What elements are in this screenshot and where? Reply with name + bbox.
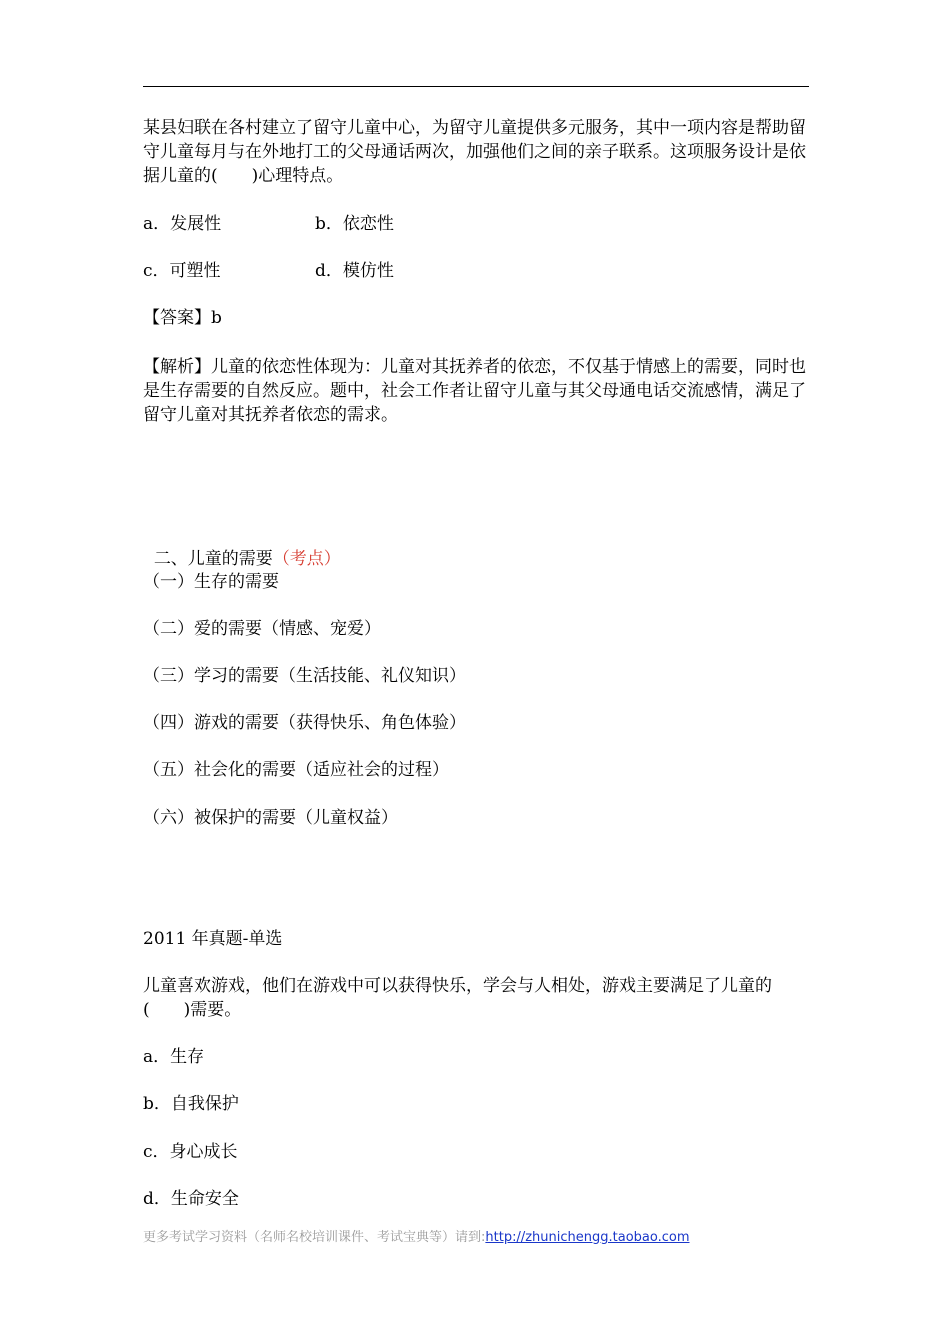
question-2-option-b: b．自我保护: [143, 1094, 239, 1114]
section-item: （一）生存的需要: [143, 572, 279, 592]
question-1-option-a: a．发展性: [143, 214, 222, 234]
question-1-option-c: c．可塑性: [143, 261, 221, 281]
question-1-option-b: b．依恋性: [315, 214, 394, 234]
question-2-option-a: a．生存: [143, 1047, 205, 1067]
section-item: （三）学习的需要（生活技能、礼仪知识）: [143, 666, 466, 686]
section-item: （二）爱的需要（情感、宠爱）: [143, 619, 381, 639]
question-2-header: 2011 年真题-单选: [143, 929, 283, 949]
question-1-stem: 某县妇联在各村建立了留守儿童中心，为留守儿童提供多元服务，其中一项内容是帮助留守儿童每月与在外地打工的父母通话两次，加强他们之间的亲子联系。这项服务设计是依据儿童的( )心理特点。: [143, 118, 806, 186]
footer-note: [143, 1226, 690, 1245]
section-tag: （考点）: [272, 549, 341, 569]
section-item: （四）游戏的需要（获得快乐、角色体验）: [143, 713, 466, 733]
section-item: （六）被保护的需要（儿童权益）: [143, 808, 398, 828]
footer-link[interactable]: http://zhunichengg.taobao.com: [485, 1230, 690, 1245]
question-2-option-d: d．生命安全: [143, 1189, 239, 1209]
header-rule: [143, 86, 809, 87]
question-1-analysis: 【解析】儿童的依恋性体现为：儿童对其抚养者的依恋，不仅基于情感上的需要，同时也是生存需要的自然反应。题中，社会工作者让留守儿童与其父母通电话交流感情，满足了留守儿童对其抚养者依恋的需求。: [143, 357, 806, 425]
question-1-answer: 【答案】b: [143, 308, 222, 328]
section-heading: [143, 523, 341, 571]
question-2-stem: 儿童喜欢游戏，他们在游戏中可以获得快乐，学会与人相处，游戏主要满足了儿童的( )需要。: [143, 976, 772, 1020]
question-2-option-c: c．身心成长: [143, 1142, 238, 1162]
section-title: 二、儿童的需要: [153, 549, 273, 569]
question-1-option-d: d．模仿性: [315, 261, 394, 281]
section-item: （五）社会化的需要（适应社会的过程）: [143, 760, 449, 780]
footer-text: 更多考试学习资料（名师名校培训课件、考试宝典等）请到:: [143, 1230, 486, 1245]
